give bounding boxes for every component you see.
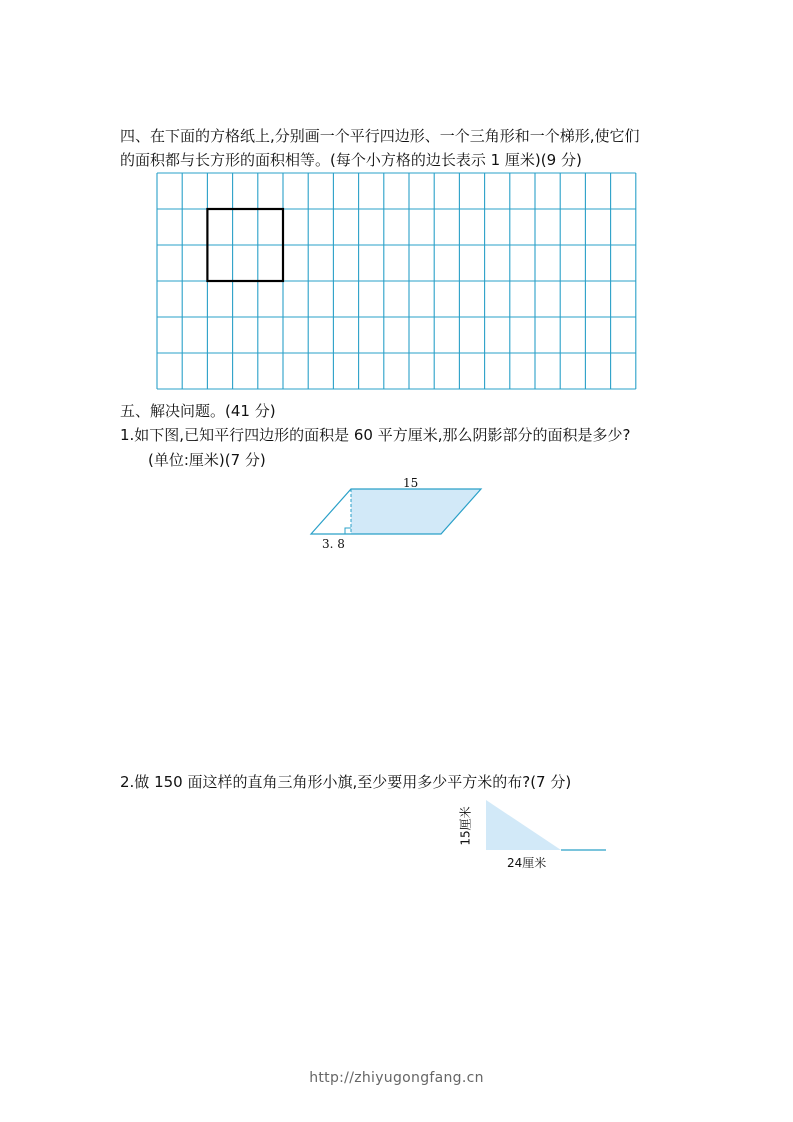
section5-heading: 五、解决问题。(41 分): [120, 402, 276, 420]
question1-text: 1.如下图,已知平行四边形的面积是 60 平方厘米,那么阴影部分的面积是多少?: [120, 426, 631, 444]
question1-unit: (单位:厘米)(7 分): [148, 451, 266, 469]
triangle-height-label: 15厘米: [458, 806, 473, 846]
question2-text: 2.做 150 面这样的直角三角形小旗,至少要用多少平方米的布?(7 分): [120, 773, 572, 791]
footer-url: http://zhiyugongfang.cn: [309, 1070, 484, 1086]
triangle-flag: [486, 800, 561, 850]
section4-line2: 的面积都与长方形的面积相等。(每个小方格的边长表示 1 厘米)(9 分): [120, 151, 582, 169]
bottom-segment-label: 3. 8: [322, 537, 345, 551]
section4-line1: 四、在下面的方格纸上,分别画一个平行四边形、一个三角形和一个梯形,使它们: [120, 127, 640, 145]
top-side-label: 15: [403, 476, 419, 490]
triangle-base-label: 24厘米: [507, 856, 547, 870]
